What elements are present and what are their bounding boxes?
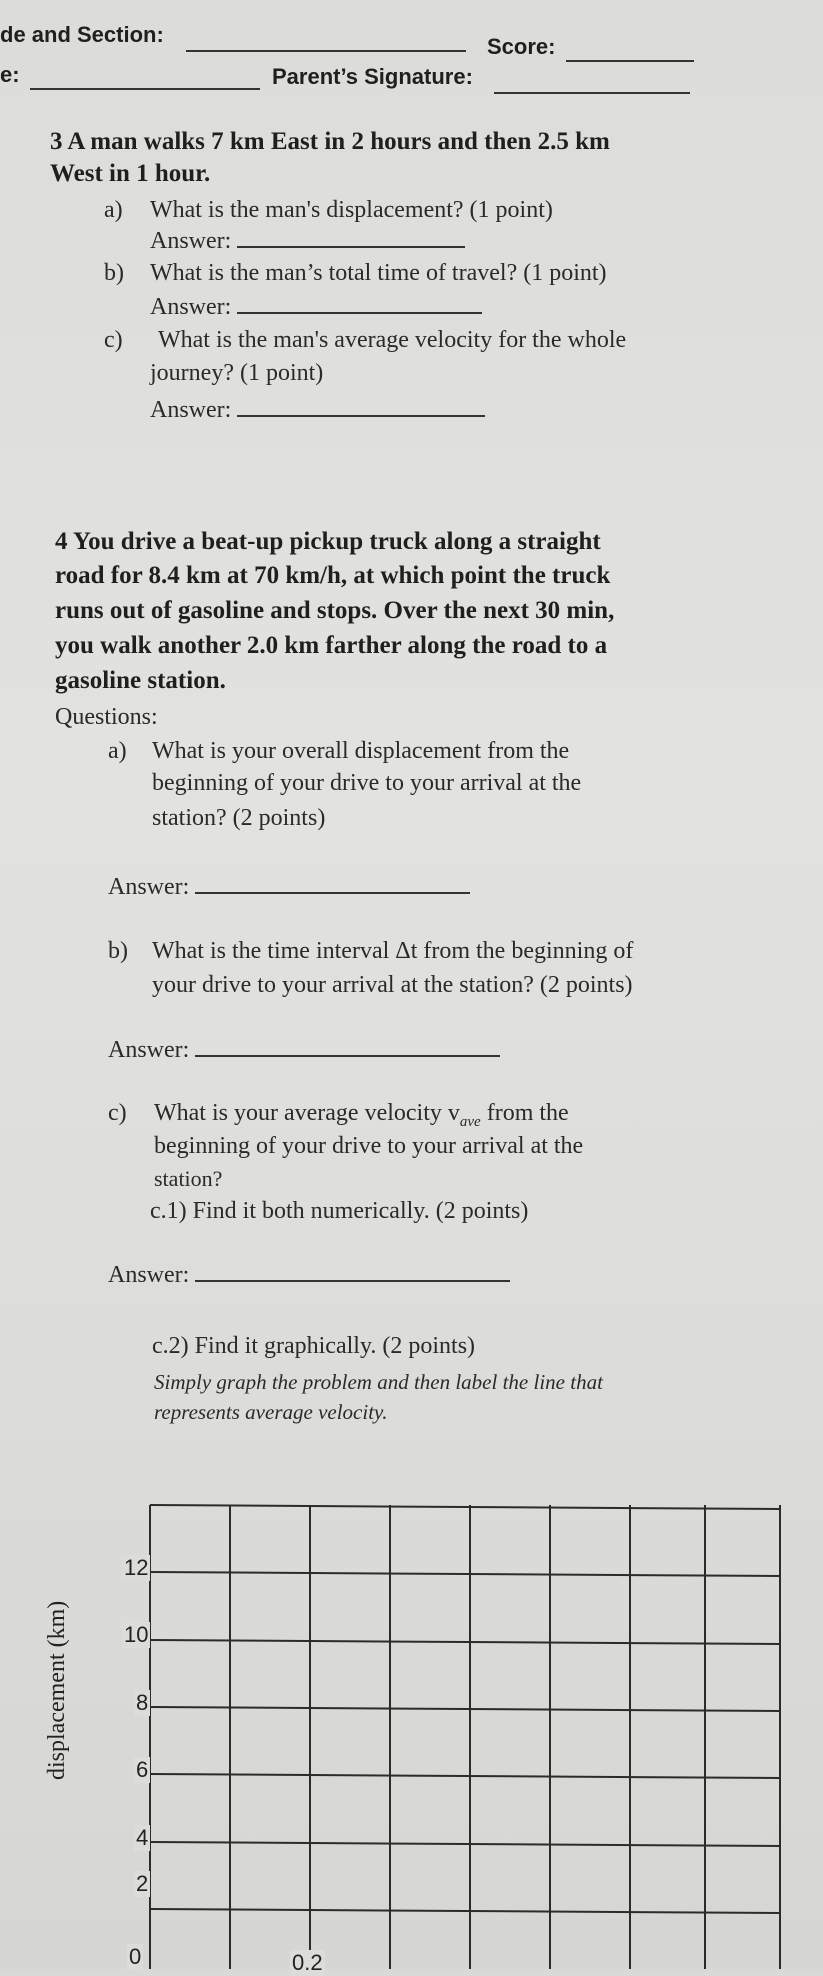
q4-b-label: b) [108,938,128,964]
y-tick-4: 4 [136,1825,149,1850]
q4-c-line3: station? [154,1166,223,1191]
q4-b-line2: your drive to your arrival at the station? (2 points) [152,972,633,998]
q4-a-label: a) [108,738,127,764]
q4-a-line1: What is your overall displacement from the [152,738,570,764]
q4-c2-instruction-line1: Simply graph the problem and then label the line that [154,1370,603,1394]
y-tick-2: 2 [136,1871,149,1896]
graph-y-axis-label: displacement (km) [44,1600,70,1780]
y-tick-8: 8 [136,1690,149,1715]
score-field[interactable] [566,60,694,62]
q3-b-answer-field[interactable] [237,292,482,314]
q4-c-label: c) [108,1100,127,1126]
q4-a-line3: station? (2 points) [152,805,326,831]
q3-c-text-line2: journey? (1 point) [150,360,324,386]
q4-c1-answer-field[interactable] [195,1260,510,1282]
q4-questions-label: Questions: [55,704,158,730]
q3-a-answer-row [150,226,465,255]
grid-horizontal-line [150,1707,780,1711]
grid-horizontal-line [150,1774,780,1778]
q4-b-answer-row [108,1035,500,1064]
q3-b-answer-label: Answer: [150,294,232,320]
q3-b-text: What is the man’s total time of travel? (1 point) [150,260,607,286]
grid-horizontal-line [150,1909,780,1913]
grid-horizontal-line [150,1842,780,1846]
q3-a-answer-label: Answer: [150,228,232,254]
q4-c-line2: beginning of your drive to your arrival at the [154,1133,584,1159]
q3-a-text: What is the man's displacement? (1 point) [150,197,553,223]
graph-grid[interactable] [85,1500,785,1969]
q4-c2-instruction-line2: represents average velocity. [154,1400,388,1424]
parent-signature-label: Parent’s Signature: [272,64,473,89]
q4-c-line1-end: from the [480,1100,569,1126]
y-tick-6: 6 [136,1757,149,1782]
q3-c-text-line1: What is the man's average velocity for the whole [158,327,627,353]
y-tick-12: 12 [124,1555,149,1580]
x-tick-0: 0 [129,1944,142,1969]
q3-b-answer-row [150,292,482,321]
q3-stem-line2: West in 1 hour. [50,160,211,187]
name-label: e: [0,62,20,87]
q4-a-answer-field[interactable] [195,872,470,894]
q4-b-answer-label: Answer: [108,1037,190,1063]
q4-c1-answer-row [108,1260,510,1289]
grid-horizontal-line [150,1640,780,1644]
q4-stem-line2: road for 8.4 km at 70 km/h, at which point the truck [55,562,611,589]
q3-c-answer-field[interactable] [237,395,485,417]
q4-a-line2: beginning of your drive to your arrival at the [152,770,582,796]
grid-horizontal-line [150,1505,780,1509]
q4-stem-line3: runs out of gasoline and stops. Over the next 30 min, [55,597,615,624]
q3-stem-line1: 3 A man walks 7 km East in 2 hours and then 2.5 km [50,128,610,155]
x-tick-0-2: 0.2 [292,1950,323,1975]
q4-b-line1: What is the time interval Δt from the beginning of [152,938,634,964]
q4-stem-line5: gasoline station. [55,667,226,694]
q3-a-label: a) [104,197,123,223]
q4-a-answer-label: Answer: [108,874,190,900]
q4-c1-text: c.1) Find it both numerically. (2 points) [150,1198,529,1224]
grade-section-field[interactable] [186,50,466,52]
y-tick-10: 10 [124,1622,149,1647]
q4-c2-text: c.2) Find it graphically. (2 points) [152,1333,476,1359]
q4-stem-line4: you walk another 2.0 km farther along the road to a [55,632,608,659]
q4-c-line1-row [154,1100,569,1131]
parent-signature-field[interactable] [494,92,690,94]
q3-c-answer-label: Answer: [150,397,232,423]
q4-a-answer-row [108,872,470,901]
q3-b-label: b) [104,260,124,286]
q4-c1-answer-label: Answer: [108,1262,190,1288]
q4-c-line1: What is your average velocity v [154,1100,460,1126]
grid-horizontal-line [150,1572,780,1576]
name-field[interactable] [30,88,260,90]
q3-c-label: c) [104,327,123,353]
q4-stem-line1: 4 You drive a beat-up pickup truck along a straight [55,528,601,555]
q3-a-answer-field[interactable] [237,226,465,248]
q3-c-answer-row [150,395,485,424]
q4-c-subscript: ave [459,1113,481,1130]
grade-section-label: de and Section: [0,22,164,47]
q4-b-answer-field[interactable] [195,1035,500,1057]
score-label: Score: [487,34,556,59]
